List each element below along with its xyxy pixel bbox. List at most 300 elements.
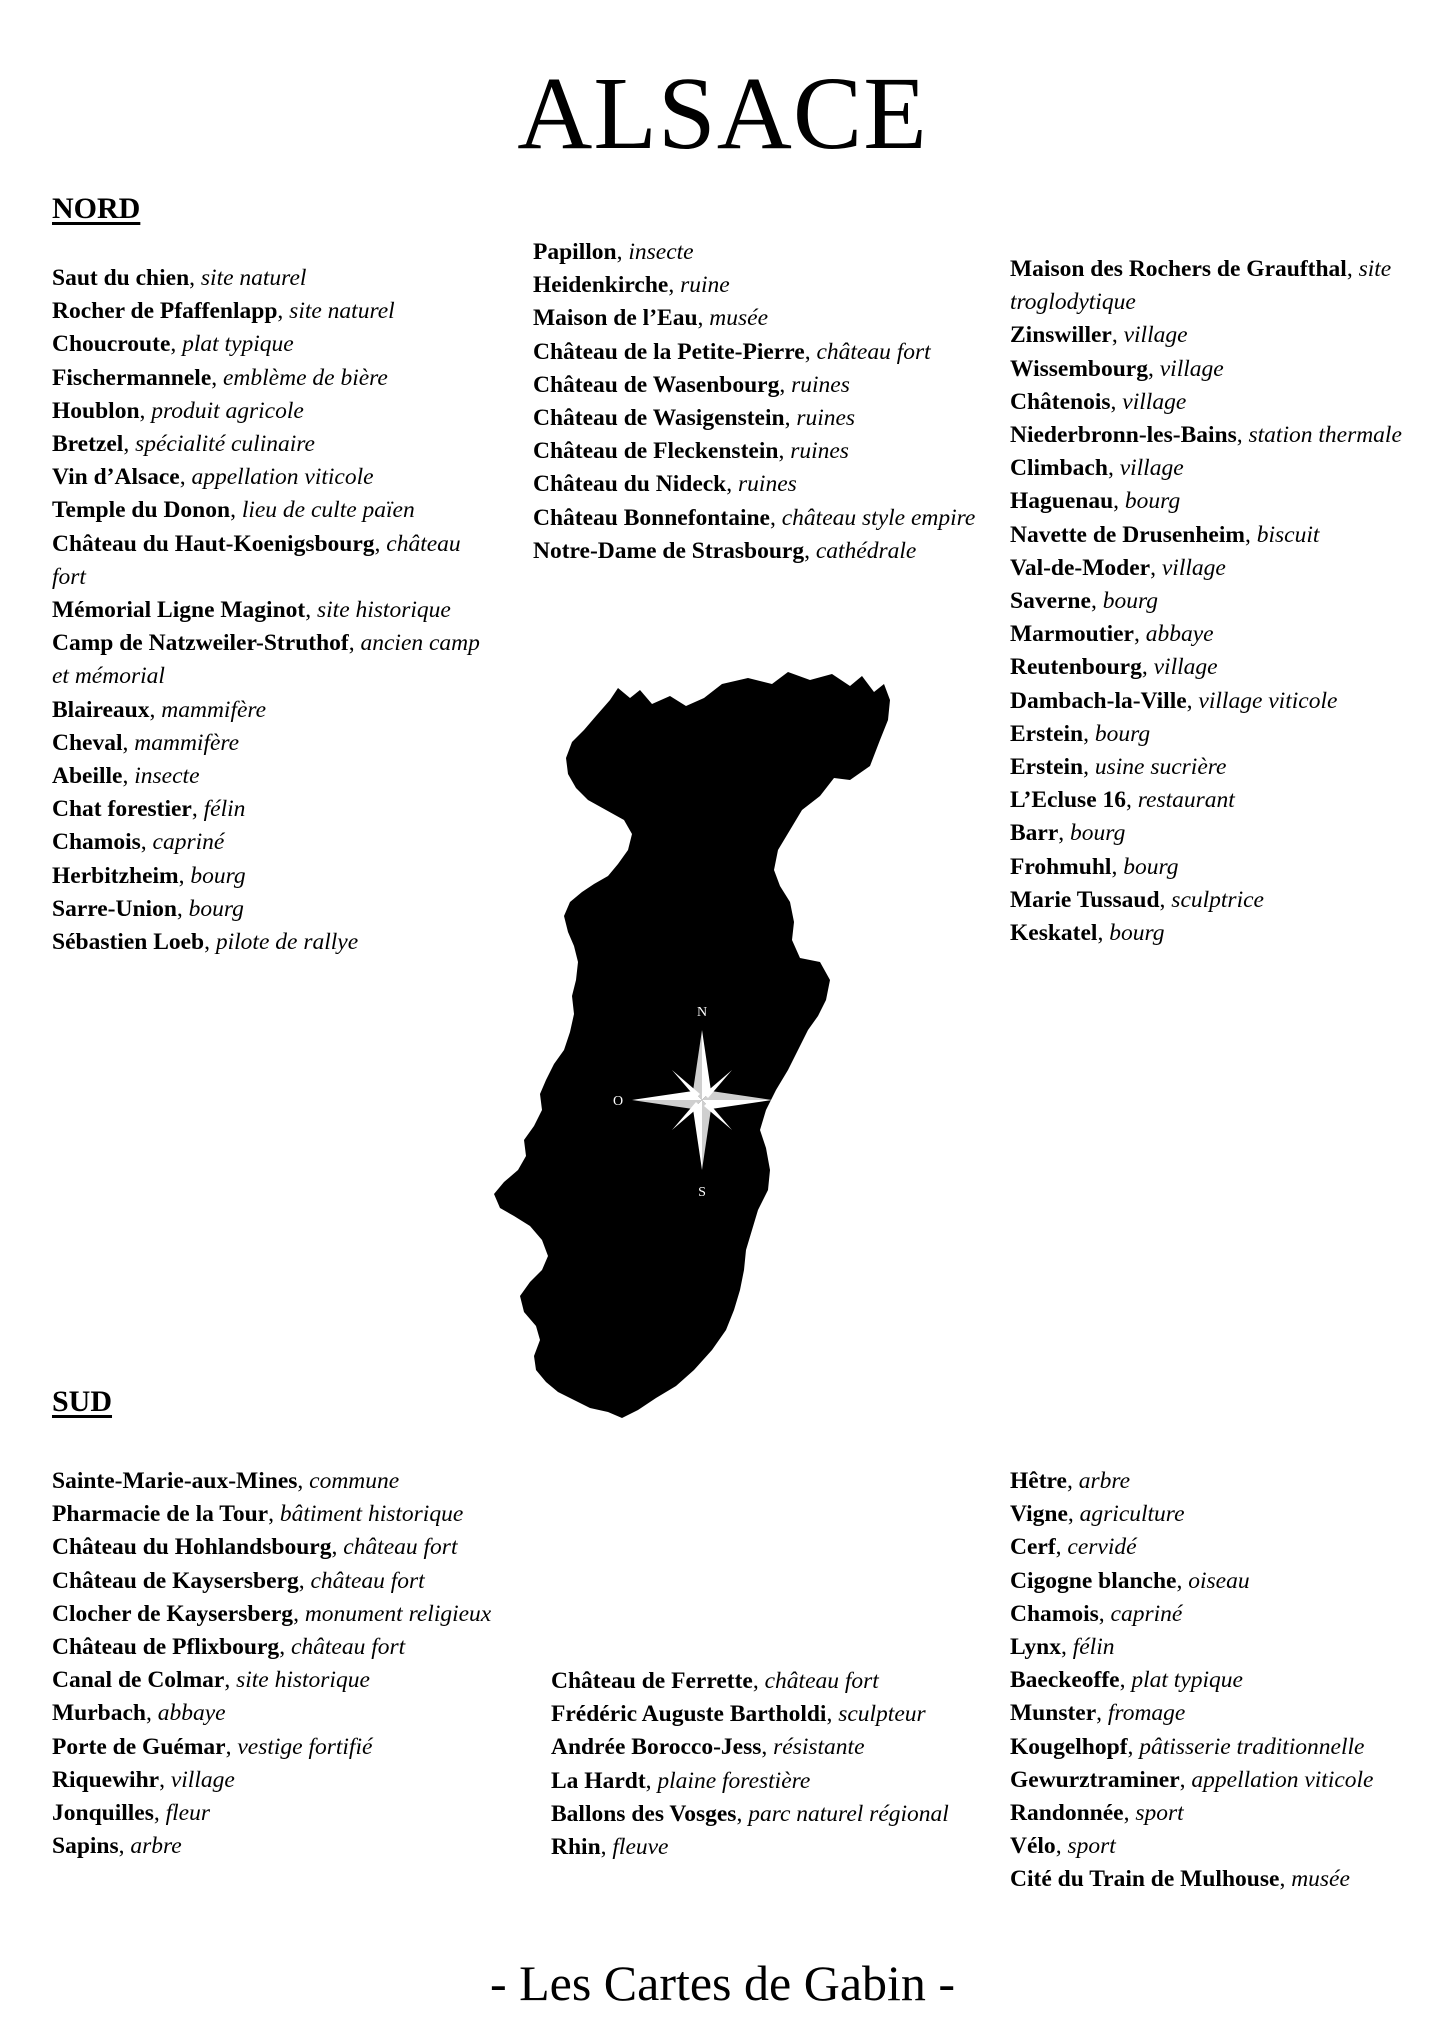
item-name: Maison des Rochers de Graufthal: [1010, 256, 1347, 282]
item-separator: ,: [1176, 1567, 1189, 1594]
item-name: Bretzel: [52, 431, 124, 458]
item-description: pâtisserie traditionnelle: [1139, 1733, 1365, 1760]
list-item: [52, 1531, 497, 1564]
item-separator: ,: [1141, 654, 1154, 681]
item-description: bourg: [188, 895, 244, 922]
list-item: [551, 1731, 981, 1764]
item-separator: ,: [1098, 1600, 1111, 1627]
item-separator: ,: [146, 1700, 158, 1727]
item-name: Marie Tussaud: [1010, 886, 1160, 913]
item-name: Saut du chien: [52, 265, 190, 291]
section-heading-sud: SUD: [52, 1385, 113, 1418]
list-item: [52, 395, 497, 428]
item-description: plaine forestière: [657, 1767, 811, 1794]
item-description: lieu de culte païen: [241, 497, 415, 524]
item-name: Houblon: [52, 397, 140, 424]
item-description: parc naturel régional: [748, 1800, 949, 1827]
item-name: Niederbronn-les-Bains: [1010, 422, 1237, 449]
item-description: village: [1153, 654, 1218, 681]
list-item: [1010, 1697, 1435, 1730]
item-separator: ,: [1110, 388, 1123, 415]
list-item: [533, 336, 978, 369]
item-description: musée: [709, 305, 769, 332]
item-separator: ,: [189, 265, 201, 291]
item-name: Erstein: [1010, 754, 1084, 781]
list-item: [551, 1698, 981, 1731]
item-name: Chamois: [52, 829, 141, 856]
list-item: [52, 1565, 497, 1598]
list-item: [52, 860, 497, 893]
item-description: village: [1122, 388, 1187, 415]
list-item: [551, 1665, 981, 1698]
item-separator: ,: [211, 364, 223, 391]
item-name: Rhin: [551, 1834, 601, 1861]
item-name: Châtenois: [1010, 388, 1111, 415]
item-name: Murbach: [52, 1700, 146, 1727]
item-name: Jonquilles: [52, 1800, 154, 1827]
item-description: résistante: [773, 1734, 865, 1761]
list-item: [1010, 1731, 1435, 1764]
list-item: [52, 328, 497, 361]
item-separator: ,: [331, 1534, 344, 1561]
item-description: château fort: [310, 1567, 425, 1594]
item-name: Val-de-Moder: [1010, 554, 1151, 581]
list-item: [1010, 751, 1435, 784]
item-description: monument religieux: [304, 1600, 492, 1627]
list-item: [1010, 784, 1435, 817]
compass-west-label: O: [612, 1094, 624, 1109]
item-name: L’Ecluse 16: [1010, 787, 1126, 814]
item-name: Château de Wasenbourg: [533, 371, 780, 398]
item-description: pilote de rallye: [215, 929, 359, 956]
item-separator: ,: [752, 1668, 765, 1694]
item-separator: ,: [1096, 1700, 1108, 1727]
list-item: [1010, 1797, 1435, 1830]
item-description: commune: [309, 1468, 400, 1494]
list-item: [1010, 519, 1435, 552]
item-separator: ,: [277, 298, 290, 325]
item-description: sport: [1067, 1833, 1116, 1860]
item-name: Saverne: [1010, 588, 1091, 615]
item-description: château fort: [343, 1534, 458, 1561]
list-item: [1010, 1830, 1435, 1863]
item-separator: ,: [159, 1766, 171, 1793]
list-item: [52, 1830, 497, 1863]
list-item: [551, 1765, 981, 1798]
item-name: Notre-Dame de Strasbourg: [533, 537, 805, 564]
list-item: [1010, 1764, 1435, 1797]
item-description: restaurant: [1137, 787, 1235, 814]
item-name: Clocher de Kaysersberg: [52, 1600, 294, 1627]
list-item: [52, 1764, 497, 1797]
item-name: Navette de Drusenheim: [1010, 521, 1245, 548]
item-separator: ,: [374, 530, 387, 557]
item-name: Barr: [1010, 820, 1059, 847]
list-item: [1010, 585, 1435, 618]
item-description: insecte: [628, 239, 694, 265]
item-name: Hêtre: [1010, 1468, 1067, 1494]
list-item: [52, 627, 497, 693]
item-name: Blaireaux: [52, 696, 150, 723]
item-separator: ,: [1150, 554, 1162, 581]
item-name: Rocher de Pfaffenlapp: [52, 298, 278, 325]
item-description: sculpteur: [838, 1701, 926, 1728]
item-separator: ,: [153, 1800, 166, 1827]
item-name: Château de Ferrette: [551, 1668, 753, 1694]
item-name: Erstein: [1010, 720, 1084, 747]
item-name: Cité du Train de Mulhouse: [1010, 1866, 1280, 1893]
alsace-silhouette: [494, 672, 890, 1418]
item-name: Canal de Colmar: [52, 1667, 225, 1694]
list-item: [52, 295, 497, 328]
item-name: Château de Wasigenstein: [533, 405, 785, 432]
item-separator: ,: [1113, 488, 1125, 515]
sud-middle-list: [551, 1665, 981, 1864]
item-description: insecte: [134, 763, 200, 790]
item-name: Wissembourg: [1010, 355, 1148, 382]
list-item: [1010, 618, 1435, 651]
list-item: [1010, 1498, 1435, 1531]
list-item: [1010, 1664, 1435, 1697]
item-separator: ,: [1090, 588, 1103, 615]
item-description: sport: [1135, 1800, 1184, 1827]
item-separator: ,: [770, 504, 782, 531]
item-description: félin: [1072, 1634, 1115, 1661]
item-separator: ,: [1060, 1634, 1073, 1661]
item-description: ancien camp et mémorial: [52, 630, 480, 690]
item-name: Ballons des Vosges: [551, 1800, 737, 1827]
item-separator: ,: [1107, 455, 1120, 482]
item-description: bâtiment historique: [279, 1501, 464, 1528]
list-item: [52, 793, 497, 826]
list-item: [52, 262, 497, 295]
item-description: site historique: [316, 597, 451, 624]
list-item: [52, 893, 497, 926]
item-description: appellation viticole: [191, 464, 374, 491]
list-item: [1010, 1863, 1435, 1896]
list-item: [52, 727, 497, 760]
item-description: arbre: [130, 1833, 182, 1860]
item-description: vestige fortifié: [237, 1733, 373, 1760]
item-description: produit agricole: [151, 397, 304, 424]
item-name: Temple du Donon: [52, 497, 231, 524]
item-separator: ,: [1346, 256, 1359, 282]
item-name: Sapins: [52, 1833, 119, 1860]
item-name: Sébastien Loeb: [52, 929, 205, 956]
item-separator: ,: [225, 1733, 238, 1760]
item-name: Frédéric Auguste Bartholdi: [551, 1701, 827, 1728]
item-name: Papillon: [533, 239, 617, 265]
item-name: Baeckeoffe: [1010, 1667, 1120, 1694]
list-item: [533, 502, 978, 535]
item-description: station thermale: [1248, 422, 1402, 449]
item-description: village: [170, 1766, 235, 1793]
item-separator: ,: [230, 497, 242, 524]
list-item: [1010, 319, 1435, 352]
item-separator: ,: [1058, 820, 1071, 847]
item-separator: ,: [139, 397, 152, 424]
list-item: [533, 302, 978, 335]
item-description: village viticole: [1198, 687, 1338, 714]
item-description: arbre: [1078, 1468, 1131, 1494]
item-name: Heidenkirche: [533, 272, 669, 299]
footer-signature: - Les Cartes de Gabin -: [489, 1955, 956, 2011]
item-separator: ,: [191, 796, 204, 823]
item-name: Andrée Borocco-Jess: [551, 1734, 762, 1761]
item-separator: ,: [1127, 1733, 1140, 1760]
item-description: fleuve: [612, 1834, 669, 1861]
item-description: fleur: [165, 1800, 211, 1827]
item-name: Maison de l’Eau: [533, 305, 698, 332]
list-item: [52, 1465, 497, 1498]
item-name: Château du Nideck: [533, 471, 727, 498]
item-separator: ,: [224, 1667, 237, 1694]
item-name: Vigne: [1010, 1501, 1068, 1528]
item-description: sculptrice: [1171, 886, 1264, 913]
item-separator: ,: [178, 862, 191, 889]
item-description: village: [1161, 554, 1226, 581]
item-separator: ,: [1123, 1800, 1136, 1827]
item-separator: ,: [1083, 754, 1095, 781]
list-item: [533, 369, 978, 402]
item-separator: ,: [1066, 1468, 1079, 1494]
list-item: [533, 402, 978, 435]
item-name: Kougelhopf: [1010, 1733, 1128, 1760]
compass-south-label: S: [698, 1185, 706, 1200]
list-item: [1010, 718, 1435, 751]
item-separator: ,: [298, 1567, 311, 1594]
list-item: [1010, 419, 1435, 452]
list-item: [52, 1631, 497, 1664]
item-separator: ,: [1244, 521, 1257, 548]
item-separator: ,: [1159, 886, 1172, 913]
item-separator: ,: [1179, 1766, 1192, 1793]
item-name: Dambach-la-Ville: [1010, 687, 1187, 714]
item-name: Cheval: [52, 729, 123, 756]
item-name: Cerf: [1010, 1534, 1056, 1561]
item-separator: ,: [1133, 621, 1146, 648]
item-description: site historique: [236, 1667, 370, 1694]
item-description: bourg: [190, 862, 246, 889]
page-title: ALSACE: [517, 56, 928, 171]
list-item: [52, 1697, 497, 1730]
sud-right-list: [1010, 1465, 1435, 1897]
item-description: ruines: [790, 438, 849, 465]
item-separator: ,: [1097, 920, 1110, 947]
list-item: [533, 468, 978, 501]
item-description: ruines: [796, 405, 856, 432]
item-separator: ,: [1186, 687, 1199, 714]
item-name: Zinswiller: [1010, 322, 1112, 349]
item-name: Lynx: [1010, 1634, 1061, 1661]
item-description: capriné: [152, 829, 225, 856]
item-name: Pharmacie de la Tour: [52, 1501, 269, 1528]
item-name: Château de Pflixbourg: [52, 1634, 280, 1661]
item-separator: ,: [697, 305, 710, 332]
item-name: Riquewihr: [52, 1766, 160, 1793]
item-description: bourg: [1124, 488, 1181, 515]
item-name: Vélo: [1010, 1833, 1056, 1860]
item-separator: ,: [305, 597, 317, 624]
item-description: agriculture: [1079, 1501, 1185, 1528]
item-separator: ,: [140, 829, 153, 856]
list-item: [1010, 651, 1435, 684]
list-item: [1010, 884, 1435, 917]
item-separator: ,: [736, 1800, 749, 1827]
item-name: Sainte-Marie-aux-Mines: [52, 1468, 298, 1494]
list-item: [533, 435, 978, 468]
item-separator: ,: [293, 1600, 305, 1627]
list-item: [1010, 1465, 1435, 1498]
list-item: [52, 1598, 497, 1631]
item-name: Château de Fleckenstein: [533, 438, 779, 465]
item-separator: ,: [778, 438, 791, 465]
item-separator: ,: [668, 272, 681, 299]
list-item: [533, 535, 978, 568]
item-separator: ,: [149, 696, 162, 723]
item-separator: ,: [1147, 355, 1160, 382]
item-separator: ,: [268, 1501, 280, 1528]
item-name: Vin d’Alsace: [52, 464, 180, 491]
item-name: Abeille: [52, 763, 123, 790]
item-separator: ,: [761, 1734, 774, 1761]
list-item: [551, 1798, 981, 1831]
item-name: Château du Hohlandsbourg: [52, 1534, 332, 1561]
item-description: plat typique: [1131, 1667, 1243, 1694]
item-name: Chat forestier: [52, 796, 192, 823]
item-description: abbaye: [1145, 621, 1214, 648]
item-separator: ,: [1067, 1501, 1080, 1528]
item-name: Choucroute: [52, 331, 171, 358]
item-name: Herbitzheim: [52, 862, 179, 889]
item-separator: ,: [176, 895, 189, 922]
item-description: village: [1119, 455, 1184, 482]
item-separator: ,: [348, 630, 361, 657]
list-item: [1010, 1565, 1435, 1598]
item-separator: ,: [784, 405, 797, 432]
list-item: [533, 269, 978, 302]
list-item: [1010, 1598, 1435, 1631]
item-name: Haguenau: [1010, 488, 1114, 515]
item-separator: ,: [122, 729, 135, 756]
item-description: mammifère: [134, 729, 240, 756]
item-separator: ,: [297, 1468, 310, 1494]
item-description: mammifère: [161, 696, 267, 723]
nord-right-list: [1010, 253, 1435, 950]
item-description: plat typique: [182, 331, 294, 358]
item-name: Reutenbourg: [1010, 654, 1142, 681]
item-description: biscuit: [1256, 521, 1320, 548]
list-item: [52, 528, 497, 594]
list-item: [1010, 353, 1435, 386]
item-description: château fort: [290, 1634, 406, 1661]
item-description: village: [1123, 322, 1188, 349]
item-description: spécialité culinaire: [135, 431, 315, 458]
item-name: Mémorial Ligne Maginot: [52, 597, 306, 624]
item-description: usine sucrière: [1094, 754, 1227, 781]
item-separator: ,: [170, 331, 183, 358]
item-name: Sarre-Union: [52, 895, 177, 922]
item-separator: ,: [804, 537, 816, 564]
sud-left-list: [52, 1465, 497, 1863]
item-name: Frohmuhl: [1010, 853, 1112, 880]
list-item: [533, 236, 978, 269]
item-separator: ,: [1279, 1866, 1292, 1893]
list-item: [52, 826, 497, 859]
item-description: site naturel: [289, 298, 395, 325]
item-description: château fort: [816, 338, 931, 365]
item-separator: ,: [1055, 1833, 1068, 1860]
item-name: Château Bonnefontaine: [533, 504, 770, 531]
item-separator: ,: [1236, 422, 1249, 449]
item-separator: ,: [1083, 720, 1095, 747]
list-item: [52, 760, 497, 793]
list-item: [52, 1664, 497, 1697]
item-separator: ,: [123, 431, 136, 458]
item-name: Cigogne blanche: [1010, 1567, 1177, 1594]
item-separator: ,: [826, 1701, 839, 1728]
item-description: cathédrale: [815, 537, 917, 564]
item-description: château style empire: [781, 504, 976, 531]
item-description: abbaye: [157, 1700, 226, 1727]
item-description: capriné: [1110, 1600, 1183, 1627]
item-name: Randonnée: [1010, 1800, 1124, 1827]
item-description: musée: [1291, 1866, 1350, 1893]
list-item: [1010, 452, 1435, 485]
item-description: village: [1159, 355, 1224, 382]
nord-left-list: [52, 262, 497, 959]
item-separator: ,: [600, 1834, 613, 1861]
list-item: [1010, 851, 1435, 884]
list-item: [1010, 1631, 1435, 1664]
item-description: château fort: [764, 1668, 879, 1694]
item-description: félin: [203, 796, 246, 823]
list-item: [52, 926, 497, 959]
list-item: [52, 461, 497, 494]
item-separator: ,: [179, 464, 192, 491]
item-name: La Hardt: [551, 1767, 646, 1794]
list-item: [551, 1831, 981, 1864]
item-name: Munster: [1010, 1700, 1097, 1727]
item-description: ruine: [680, 272, 730, 299]
item-description: bourg: [1094, 720, 1151, 747]
list-item: [1010, 1531, 1435, 1564]
nord-middle-list: [533, 236, 978, 568]
item-name: Keskatel: [1010, 920, 1098, 947]
item-description: ruines: [738, 471, 797, 498]
list-item: [1010, 685, 1435, 718]
list-item: [1010, 817, 1435, 850]
item-description: oiseau: [1188, 1567, 1250, 1594]
item-description: ruines: [791, 371, 850, 398]
section-heading-nord: NORD: [52, 192, 141, 225]
item-description: emblème de bière: [223, 364, 388, 391]
item-name: Château de Kaysersberg: [52, 1567, 299, 1594]
item-name: Fischermannele: [52, 364, 212, 391]
item-separator: ,: [1055, 1534, 1068, 1561]
item-name: Chamois: [1010, 1600, 1099, 1627]
item-separator: ,: [779, 371, 792, 398]
list-item: [1010, 485, 1435, 518]
item-description: bourg: [1123, 853, 1179, 880]
list-item: [52, 1498, 497, 1531]
list-item: [52, 594, 497, 627]
item-separator: ,: [1126, 787, 1138, 814]
list-item: [1010, 552, 1435, 585]
list-item: [52, 428, 497, 461]
item-description: fromage: [1107, 1700, 1186, 1727]
list-item: [52, 362, 497, 395]
